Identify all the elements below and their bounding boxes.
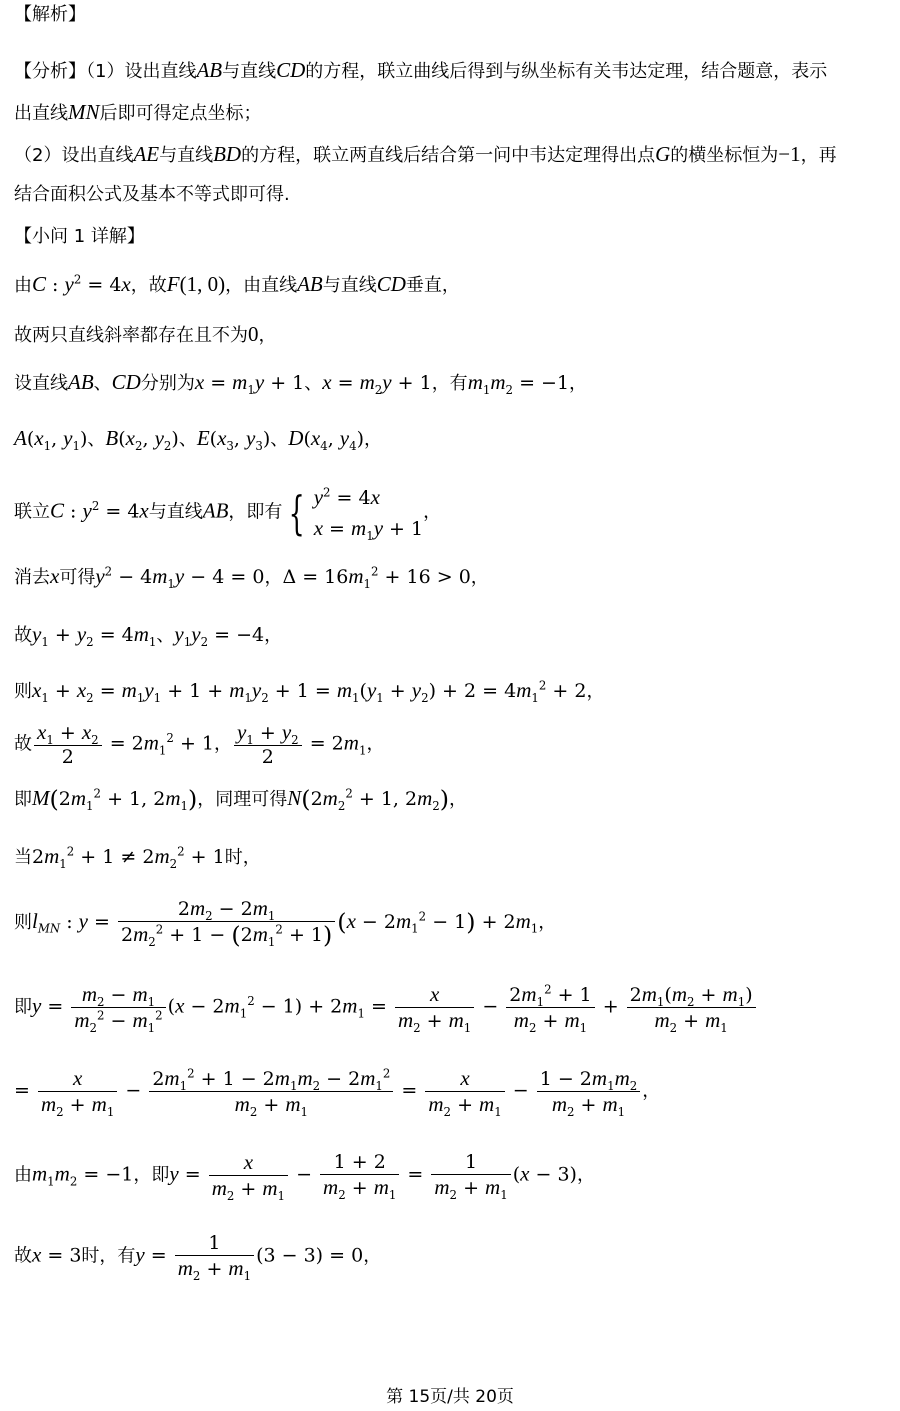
analysis-line-4: 结合面积公式及基本不等式即可得. [14,184,290,205]
math-line-11: 当$2m_1^2 + 1 \ne 2m_2^2 + 1$时， [14,844,261,871]
math-line-16: 故x = 3时，有y = $\frac{1}{m_2 + m_1}$ (3 − 3) = 0， [14,1232,382,1283]
page-footer: 第 15页/共 20页 [386,1387,514,1407]
math-line-9: 故 $\frac{x_1 + x_2}{2}$ = $2m_1^2 + 1$， $\frac{y_1 + y_2}{2}$ = $2m_1$， [14,720,385,768]
math-line-1: 由C : $y^2 = 4x$，故F(1, 0)，由直线AB与直线CD垂直， [14,272,460,296]
math-line-8: 则$x_1 + x_2 = m_1y_1 + 1 + m_1y_2 + 1 = m_1(y_1 + y_2) + 2 = 4m_1^2 + 2$， [14,678,605,705]
section-header: 【解析】 [14,4,86,25]
math-line-12: 则$l_{MN}$ : y = $\frac{2m_2 - 2m_1}{2m_2^2 + 1 - (2m_1^2 + 1)}$ $(x - 2m_1^2 - 1) + 2m_1$， [14,896,557,950]
math-line-2: 故两只直线斜率都存在且不为0， [14,322,277,346]
math-line-3: 设直线AB、CD分别为$x = m_1y + 1$、$x = m_2y + 1$，有$m_1m_2 = -1$， [14,370,588,397]
question-1-label: 【小问 1 详解】 [14,226,145,247]
math-line-5: 联立C : $y^2 = 4x$与直线AB，即有 { $y^2 = 4x$ $x = m_1y + 1$ ， [14,485,442,543]
math-line-15: 由$m_1m_2 = -1$，即y = $\frac{x}{m_2 + m_1}$ − $\frac{1 + 2}{m_2 + m_1}$ = $\frac{1}{m_2 + m_1}$ (x − 3)， [14,1150,595,1203]
math-line-7: 故$y_1 + y_2 = 4m_1$、$y_1y_2 = -4$， [14,622,283,649]
math-line-4: $A(x_1$, $y_1$)、$B(x_2$, $y_2$)、$E(x_3$, $y_3$)、$D(x_4$, $y_4$)， [14,426,383,453]
math-line-10: 即$M(2m_1^2 + 1$, $2m_1$)，同理可得$N(2m_2^2 + 1$, $2m_2$)， [14,785,468,814]
math-line-13: 即y = $\frac{m_2 - m_1}{m_2^2 - m_1^2}$ $(x - 2m_1^2 - 1) + 2m_1$ = $\frac{x}{m_2 + m_1}$ − $\frac{2m_1^2 + 1}{m_2 + m_1}$ + $\frac{2m_1(m_2 + m_1)}{m_2 + m_1}$ [14,984,758,1031]
math-line-14: = $\frac{x}{m_2 + m_1}$ − $\frac{2m_1^2 + 1 - 2m_1m_2 - 2m_1^2}{m_2 + m_1}$ = $\frac{x}{m_2 + m_1}$ − $\frac{1 - 2m_1m_2}{m_2 + m_1}$ ， [14,1066,661,1119]
analysis-line-1: 【分析】（1）设出直线AB与直线CD的方程，联立曲线后得到与纵坐标有关韦达定理，结合题意，表示 [14,58,828,82]
analysis-line-2: 出直线MN后即可得定点坐标； [14,100,262,124]
analysis-line-3: （2）设出直线AE与直线BD的方程，联立两直线后结合第一问中韦达定理得出点G的横坐标恒为−1，再 [14,142,837,166]
math-line-6: 消去x可得$y^2 - 4m_1y - 4 = 0$，$\Delta = 16m_1^2 + 16 > 0$， [14,564,489,591]
